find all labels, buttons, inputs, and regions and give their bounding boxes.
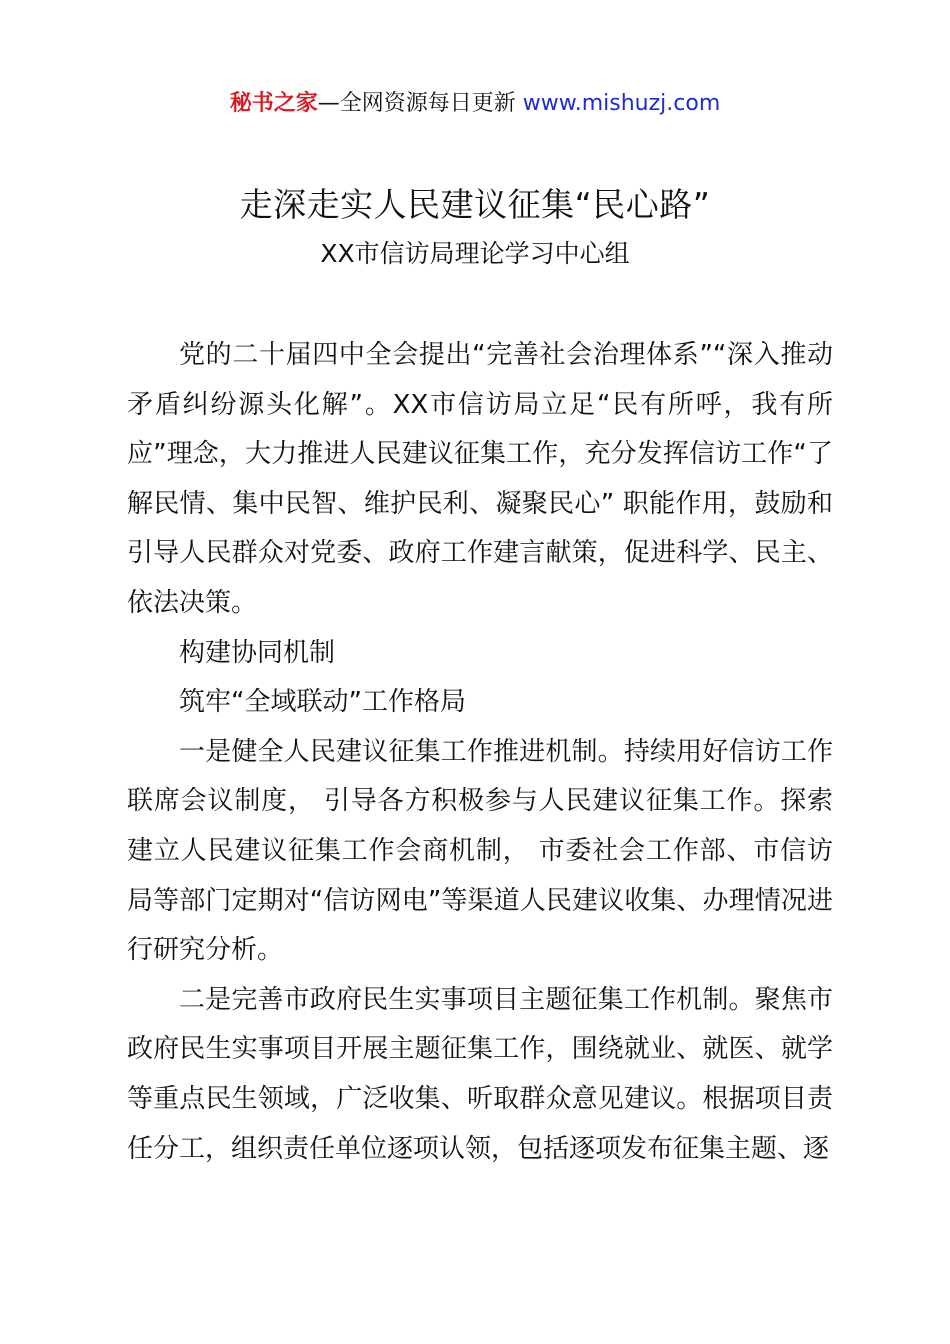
document-title: 走深走实人民建议征集“民心路”: [239, 185, 711, 224]
site-brand: 秘书之家: [229, 91, 318, 116]
site-header: [0, 86, 950, 122]
paragraph-point-two: 二是完善市政府民生实事项目主题征集工作机制。聚焦市政府民生实事项目开展主题征集工作，围绕就业、就医、就学等重点民生领域，广泛收集、听取群众意见建议。根据项目责任分工，组织责任单位逐项认领，包括逐项发布征集主题、逐: [127, 984, 833, 1164]
document-body: [127, 331, 833, 1174]
paragraph-point-one: 一是健全人民建议征集工作推进机制。持续用好信访工作联席会议制度， 引导各方积极参与人民建议征集工作。探索建立人民建议征集工作会商机制， 市委社会工作部、市信访局等部门定期对“信访网电”等渠道人民建议收集、办理情况进行研究分析。: [127, 736, 833, 966]
paragraph-intro: 党的二十届四中全会提出“完善社会治理体系”“深入推动矛盾纠纷源头化解”。XX市信访局立足“民有所呼，我有所应”理念，大力推进人民建议征集工作，充分发挥信访工作“了解民情、集中民智、维护民利、凝聚民心” 职能作用，鼓励和引导人民群众对党委、政府工作建言献策，促进科学、民主、依法决策。: [127, 340, 833, 618]
section-subheading: 筑牢“全域联动”工作格局: [179, 687, 466, 718]
document-subtitle: XX市信访局理论学习中心组: [320, 239, 630, 268]
section-heading: 构建协同机制: [179, 637, 336, 668]
site-url-link[interactable]: www.mishuzj.com: [522, 91, 721, 116]
site-tagline: —全网资源每日更新: [317, 91, 523, 116]
